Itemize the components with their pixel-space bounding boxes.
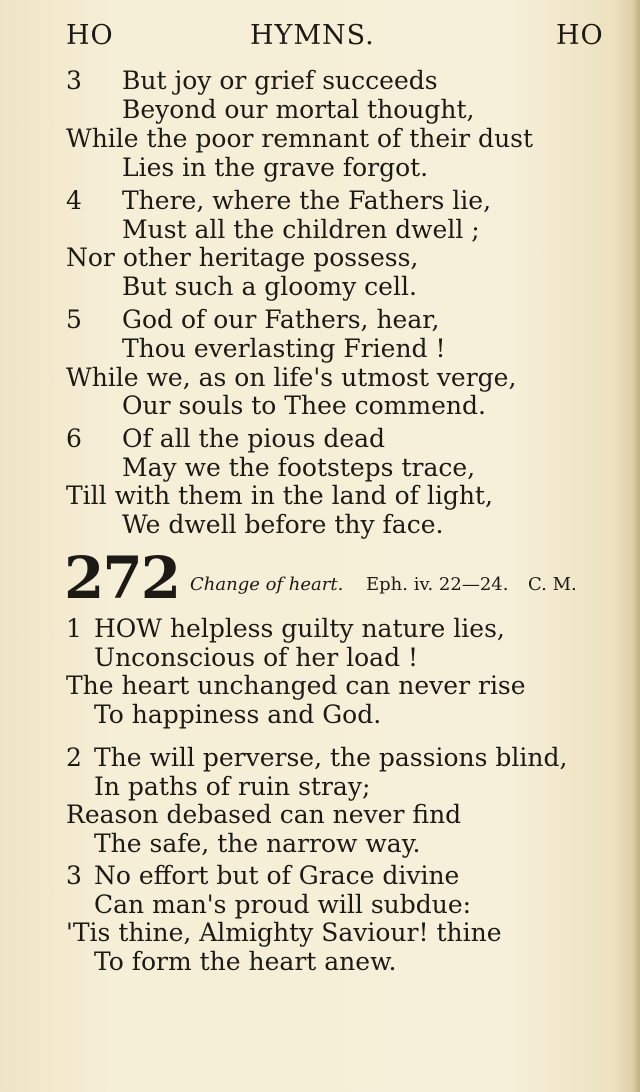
stanza-line: While the poor remnant of their dust (66, 124, 534, 153)
stanza-number: 4 (66, 186, 82, 215)
stanza-line: Can man's proud will subdue: (94, 890, 472, 919)
stanza-line: Beyond our mortal thought, (122, 95, 475, 124)
stanza-number: 3 (66, 861, 82, 890)
stanza-line: Of all the pious dead (122, 424, 386, 453)
stanza-line: 'Tis thine, Almighty Saviour! thine (66, 918, 502, 947)
stanza-line: Unconscious of her load ! (94, 643, 419, 672)
stanza-line: Thou everlasting Friend ! (122, 334, 446, 363)
stanza-line: Nor other heritage possess, (66, 243, 419, 272)
stanza-number: 6 (66, 424, 82, 453)
stanza-line: God of our Fathers, hear, (122, 305, 440, 334)
scripture-reference: Eph. iv. 22—24. (366, 574, 509, 595)
stanza-number: 3 (66, 66, 82, 95)
stanza-line: Till with them in the land of light, (66, 481, 493, 510)
stanza-line: Lies in the grave forgot. (122, 153, 429, 182)
stanza-line: There, where the Fathers lie, (122, 186, 492, 215)
page-edge-shadow (632, 0, 640, 1092)
stanza-line: To happiness and God. (94, 700, 382, 729)
hymn-number: 272 (64, 544, 180, 612)
hymn-meter: C. M. (528, 574, 577, 595)
hymn-title: Change of heart. (190, 574, 344, 595)
stanza-line: Must all the children dwell ; (122, 215, 480, 244)
stanza-line: Our souls to Thee commend. (122, 391, 486, 420)
stanza-line: To form the heart anew. (94, 947, 397, 976)
stanza-number: 1 (66, 614, 82, 643)
header-left-guide: HO (66, 20, 114, 51)
header-title: HYMNS. (250, 20, 375, 51)
stanza-line: HOW helpless guilty nature lies, (94, 614, 505, 643)
stanza-line: May we the footsteps trace, (122, 453, 476, 482)
stanza-number: 5 (66, 305, 82, 334)
stanza-line: We dwell before thy face. (122, 510, 444, 539)
stanza-line: The heart unchanged can never rise (66, 671, 526, 700)
stanza-line: In paths of ruin stray; (94, 772, 371, 801)
stanza-line: Reason debased can never find (66, 800, 462, 829)
stanza-line: The will perverse, the passions blind, (94, 743, 568, 772)
stanza-line: But such a gloomy cell. (122, 272, 417, 301)
stanza-number: 2 (66, 743, 82, 772)
stanza-line: No effort but of Grace divine (94, 861, 460, 890)
stanza-line: But joy or grief succeeds (122, 66, 438, 95)
stanza-line: The safe, the narrow way. (94, 829, 421, 858)
stanza-line: While we, as on life's utmost verge, (66, 363, 517, 392)
running-header (0, 20, 640, 60)
header-right-guide: HO (556, 20, 604, 51)
